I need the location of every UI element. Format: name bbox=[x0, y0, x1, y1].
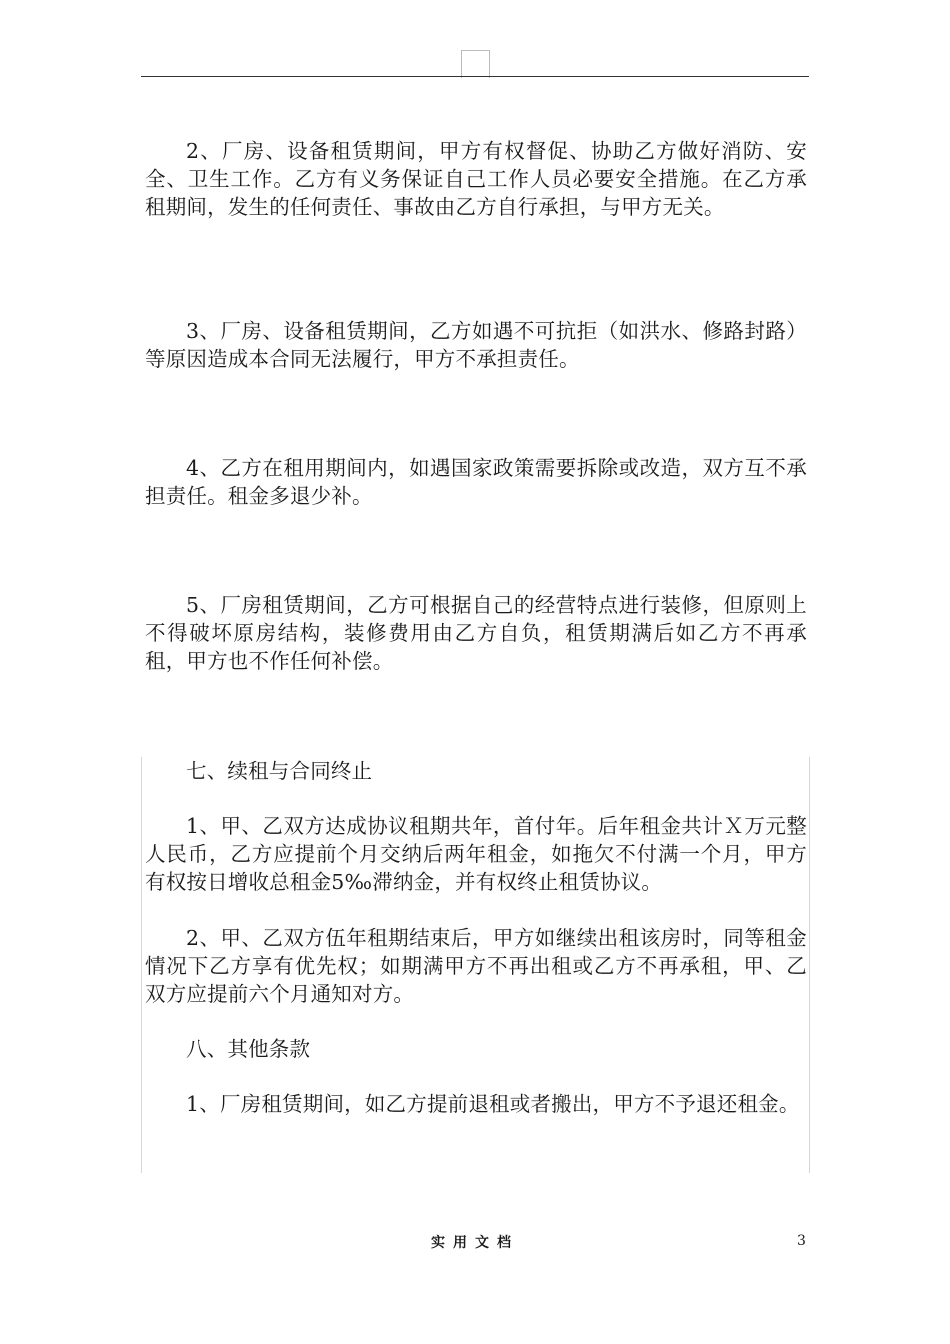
page-number: 3 bbox=[797, 1233, 806, 1249]
section-8-item-1: 1、厂房租赁期间，如乙方提前退租或者搬出，甲方不予退还租金。 bbox=[186, 1092, 800, 1116]
section-7-heading: 七、续租与合同终止 bbox=[186, 759, 373, 783]
footer-label: 实用文档 bbox=[431, 1235, 519, 1251]
section-7-item-2: 2、甲、乙双方伍年租期结束后，甲方如继续出租该房时，同等租金情况下乙方享有优先权；如期满甲方不再出租或乙方不再承租，甲、乙双方应提前六个月通知对方。 bbox=[145, 926, 807, 1006]
header-box bbox=[461, 50, 490, 78]
section-8-heading: 八、其他条款 bbox=[186, 1037, 311, 1061]
clause-5: 5、厂房租赁期间，乙方可根据自己的经营特点进行装修，但原则上不得破坏原房结构，装修费用由乙方自负，租赁期满后如乙方不再承租，甲方也不作任何补偿。 bbox=[145, 593, 807, 673]
clause-3: 3、厂房、设备租赁期间，乙方如遇不可抗拒（如洪水、修路封路）等原因造成本合同无法履行，甲方不承担责任。 bbox=[145, 319, 807, 371]
header-rule bbox=[141, 76, 809, 77]
clause-2: 2、厂房、设备租赁期间，甲方有权督促、协助乙方做好消防、安全、卫生工作。乙方有义务保证自己工作人员必要安全措施。在乙方承租期间，发生的任何责任、事故由乙方自行承担，与甲方无关。 bbox=[145, 139, 807, 219]
clause-4: 4、乙方在租用期间内，如遇国家政策需要拆除或改造，双方互不承担责任。租金多退少补。 bbox=[145, 456, 807, 508]
section-7-item-1: 1、甲、乙双方达成协议租期共年，首付年。后年租金共计Ｘ万元整人民币，乙方应提前个月交纳后两年租金，如拖欠不付满一个月，甲方有权按日增收总租金5‰滞纳金，并有权终止租赁协议。 bbox=[145, 814, 807, 894]
